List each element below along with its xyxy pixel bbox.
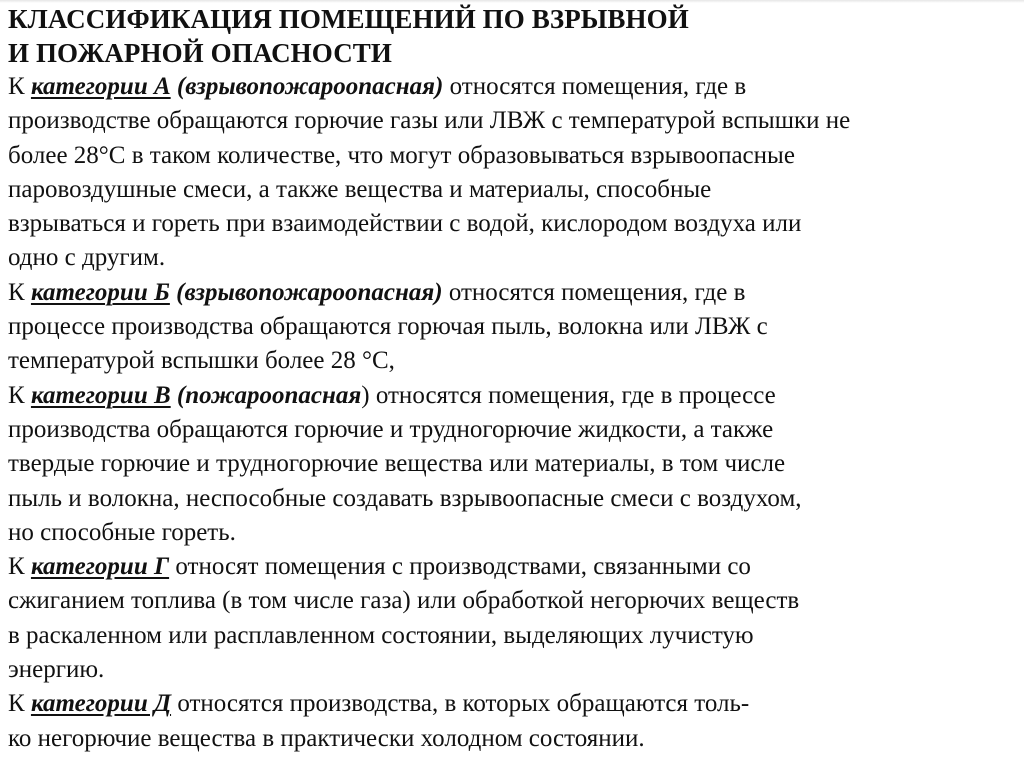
category-d-heading xyxy=(8,687,1018,721)
category-a-rest: относятся помещения, где в xyxy=(443,73,747,100)
category-d-rest: относятся производства, в которых обращаются толь- xyxy=(171,690,750,718)
category-b-rest: относятся помещения, где в xyxy=(442,278,746,306)
category-a-text-line: взрываться и гореть при взаимодействии с водой, кислородом воздуха или xyxy=(8,210,802,238)
category-b-heading xyxy=(8,276,1018,310)
category-b-type: (взрывопожароопасная) xyxy=(169,278,443,306)
category-a-text-line: паровоздушные смеси, а также вещества и материалы, способные xyxy=(8,175,712,203)
slide-title-line-2: И ПОЖАРНОЙ ОПАСНОСТИ xyxy=(8,38,393,68)
category-d-label xyxy=(31,690,171,717)
category-a-name: категории А xyxy=(30,73,171,100)
category-a-type: (взрывопожароопасная) xyxy=(170,73,444,100)
category-a-label xyxy=(31,73,443,100)
category-g-text-line: энергию. xyxy=(8,656,105,684)
category-b-label xyxy=(31,279,443,306)
category-v-type: (пожароопасная xyxy=(170,381,362,409)
category-b-text-line: температурой вспышки более 28 °С, xyxy=(8,347,395,375)
category-g-rest: относят помещения с производствами, связанными со xyxy=(169,553,751,581)
category-a-text-line: производстве обращаются горючие газы или ЛВЖ с температурой вспышки не xyxy=(8,107,851,135)
category-a-text-line: более 28°С в таком количестве, что могут образовываться взрывоопасные xyxy=(8,141,795,169)
category-v-name: категории В xyxy=(30,381,171,409)
category-d-text-line: ко негорючие вещества в практически холодном состоянии. xyxy=(8,724,645,752)
category-d-name: категории Д xyxy=(30,690,172,718)
category-a-heading xyxy=(8,70,1018,104)
category-g-name: категории Г xyxy=(30,553,170,581)
category-v-prefix: К xyxy=(8,381,31,409)
category-v-rest: ) относятся помещения, где в процессе xyxy=(361,381,776,409)
slide-title-line-1: КЛАССИФИКАЦИЯ ПОМЕЩЕНИЙ ПО ВЗРЫВНОЙ xyxy=(8,4,689,34)
category-a-text-line: одно с другим. xyxy=(8,244,166,272)
category-v-heading xyxy=(8,379,1018,413)
category-v-text-line: производства обращаются горючие и трудногорючие жидкости, а также xyxy=(8,415,774,443)
category-v-text-line: пыль и волокна, неспособные создавать взрывоопасные смеси с воздухом, xyxy=(8,484,802,512)
category-b-text-line: процессе производства обращаются горючая пыль, волокна или ЛВЖ с xyxy=(8,313,768,341)
slide-content xyxy=(8,2,1018,756)
category-g-heading xyxy=(8,550,1018,584)
category-v-label xyxy=(31,382,361,409)
category-g-label xyxy=(31,553,169,580)
category-g-text-line: в раскаленном или расплавленном состоянии, выделяющих лучистую xyxy=(8,621,754,649)
category-b-name: категории Б xyxy=(30,278,170,306)
category-a-prefix: К xyxy=(8,73,31,100)
category-g-prefix: К xyxy=(8,553,31,581)
category-b-prefix: К xyxy=(8,278,31,306)
category-v-text-line: но способные гореть. xyxy=(8,518,236,546)
category-v-text-line: твердые горючие и трудногорючие вещества или материалы, в том числе xyxy=(8,450,786,478)
category-d-prefix: К xyxy=(8,690,31,718)
category-g-text-line: сжиганием топлива (в том числе газа) или обработкой негорючих веществ xyxy=(8,587,800,615)
